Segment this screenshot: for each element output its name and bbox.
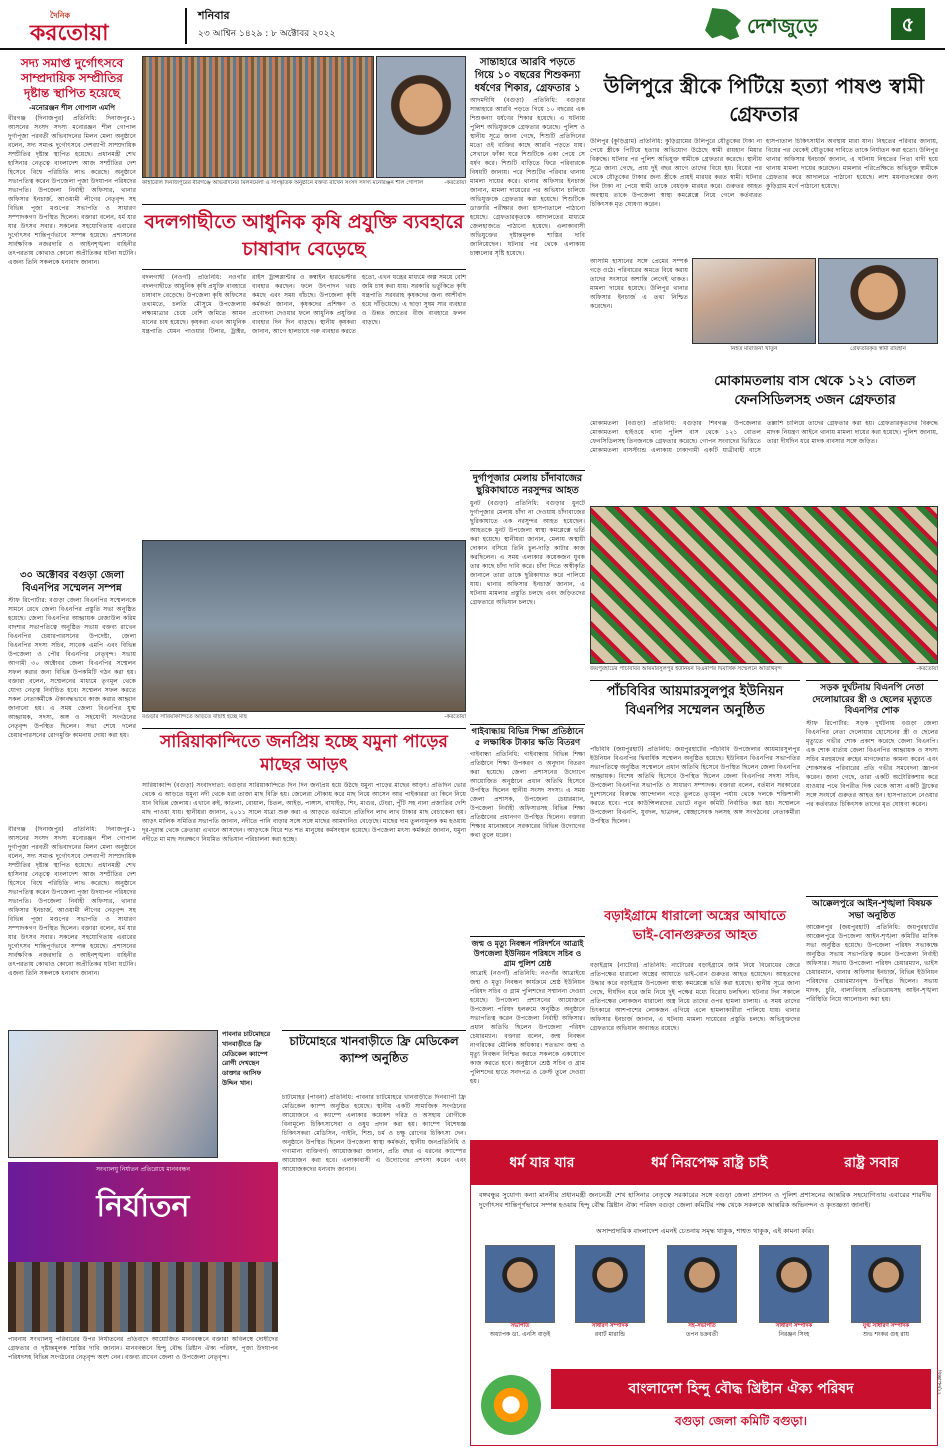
person-name: তপন চক্রবর্তী <box>686 1330 718 1338</box>
article-title[interactable]: পাঁচবিবির আয়মারসুলপুর ইউনিয়ন বিএনপির সম্মেলন অনুষ্ঠিত <box>606 684 784 718</box>
article-chandai[interactable] <box>470 470 585 720</box>
person-photo <box>485 1245 555 1323</box>
greeting-advertisement[interactable] <box>470 1140 938 1446</box>
person-card <box>485 1245 555 1338</box>
article-durga[interactable] <box>8 56 136 566</box>
crowd-photo <box>142 56 374 178</box>
photo-credit: -করতোয়া <box>444 180 466 186</box>
banner-subtitle: সংখ্যালঘু নির্যাতন প্রতিরোধে মানববন্ধন <box>95 1166 191 1173</box>
person-photo <box>667 1245 737 1323</box>
panchbibi-headline-box <box>590 680 800 742</box>
article-body: বীরগঞ্জ (দিনাজপুর) প্রতিনিধি: দিনাজপুর-১ আসনের সংসদ সদস্য মনোরঞ্জন শীল গোপাল দুর্গাপূজা পরবর্তী অভিবাদনের মিলন মেলা অনুষ্ঠানে বলেন, সদ্য সমাপ্ত দুর্গোৎসবে দেশব্যাপী সাম্প্রদায়িক সম্প্রীতির দৃষ্টান্ত স্থাপিত হয়েছে। প্রধানমন্ত্রী শেখ হাসিনার নেতৃত্বে বাংলাদেশ আজ সম্প্রীতির দেশ হিসেবে বিশ্বে পরিচিতি লাভ করেছে। অনুষ্ঠানে সভাপতিত্ব করেন উপজেলা পূজা উদযাপন পরিষদের সভাপতি। উপজেলা নির্বাহী অফিসার, থানার অফিসার ইনচার্জ, আওয়ামী লীগের নেতৃবৃন্দ সহ বিভিন্ন পূজা মণ্ডপের সভাপতি ও সাধারণ সম্পাদকগণ উপস্থিত ছিলেন। বক্তারা বলেন, ধর্ম যার যার উৎসব সবার। সকলের সহযোগিতায় এবারের দুর্গোৎসব শান্তিপূর্ণভাবে সম্পন্ন হয়েছে। প্রশাসনের সার্বক্ষণিক নজরদারি ও আইনশৃঙ্খলা বাহিনীর তৎপরতায় কোথাও কোনো অপ্রীতিকর ঘটনা ঘটেনি। এজন্য তিনি সকলকে ধন্যবাদ জানান। <box>8 115 136 266</box>
article-title[interactable]: বড়াইগ্রামে ধারালো অস্ত্রের আঘাতে ভাই-বোনগুরুতর আহত <box>604 909 786 943</box>
ad-tagline: অসাম্প্রদায়িক বাংলাদেশ এমনই চেতনায় সমৃদ্ধ থাকুক, শাশ্বত থাকুক, এই কামনা করি। <box>596 1227 814 1235</box>
article-byline: -মনোরঞ্জন শীল গোপাল এমপি <box>29 104 115 112</box>
org-name: বাংলাদেশ হিন্দু বৌদ্ধ খ্রিষ্টান ঐক্য পরিষদ <box>551 1369 931 1409</box>
article-body: স্টাফ রিপোর্টার: বগুড়া জেলা বিএনপির সম্মেলনকে সামনে রেখে জেলা বিএনপির প্রস্তুতি সভা অনুষ্ঠিত হয়েছে। জেলা বিএনপির আহ্বায়ক রেজাউল করিম বাদশার সভাপতিত্বে অনুষ্ঠিত সভায় বক্তব্য রাখেন বিএনপির চেয়ারপারসনের উপদেষ্টা, জেলা বিএনপির সদস্য সচিব, সাবেক এমপি এবং বিভিন্ন উপজেলা ও পৌর বিএনপির নেতৃবৃন্দ। সভায় আগামী ৩০ অক্টোবর জেলা বিএনপির সম্মেলন সফল করার জন্য বিভিন্ন উপকমিটি গঠন করা হয়। বক্তারা বলেন, সম্মেলনের মাধ্যমে তৃণমূল থেকে যোগ্য নেতৃত্ব নির্বাচিত হবে। সম্মেলন সফল করতে সকল নেতাকর্মীকে ঐক্যবদ্ধভাবে কাজ করার আহ্বান জানানো হয়। এ সময় জেলা বিএনপির যুগ্ম আহ্বায়ক, সদস্য, অঙ্গ ও সহযোগী সংগঠনের নেতৃবৃন্দ উপস্থিত ছিলেন। সভা শেষে দলের চেয়ারপারসনের রোগমুক্তি কামনায় দোয়া করা হয়। <box>8 597 136 739</box>
person-role: সভাপতি <box>510 1323 530 1329</box>
photo-caption: গ্রেফতারকৃত স্বামী রায়হান <box>850 346 906 352</box>
article-gaibandha[interactable] <box>470 724 585 934</box>
photo-caption: জয়পুরহাটের পাঁচবিবির আয়মারসুলপুর ইউনিয়ন বিএনপির দ্বিবার্ষিক সম্মেলনে অতিথিবৃন্দ -করতোয়া <box>590 666 938 672</box>
divider <box>185 8 187 44</box>
page-number: ৫ <box>891 8 925 40</box>
person-role: সাধারণ সম্পাদক <box>775 1323 813 1329</box>
article-bogra-bnp[interactable] <box>8 570 136 822</box>
article-birth-reg[interactable] <box>470 936 585 1136</box>
person-photo <box>759 1245 829 1323</box>
badalgachhi-body: বদলগাছী (নওগাঁ) প্রতিনিধি: নওগাঁর বদলগাছীতে আধুনিক কৃষি প্রযুক্তি ব্যবহারে চাষাবাদ বেড়েছে। উপজেলা কৃষি অফিসের তথ্যমতে, চলতি মৌসুমে উপজেলায় লক্ষ্যমাত্রার চেয়ে বেশি জমিতে আমন ধানের চাষ হয়েছে। কৃষকরা এখন আধুনিক যন্ত্রপাতি যেমন পাওয়ার টিলার, ট্রাক্টর, রাইস ট্রান্সপ্লান্টার ও কম্বাইন হারভেস্টার ব্যবহার করছেন। ফলে উৎপাদন খরচ কমছে এবং সময় বাঁচছে। উপজেলা কৃষি কর্মকর্তা জানান, কৃষকদের প্রশিক্ষণ ও প্রণোদনা দেওয়ার ফলে আধুনিক প্রযুক্তির ব্যবহার দিন দিন বাড়ছে। স্থানীয় কৃষকরা জানান, আগে হালচাষে গরু ব্যবহার করতে হতো, এখন যন্ত্রের মাধ্যমে অল্প সময়ে বেশি জমি চাষ করা যায়। সরকারি ভর্তুকিতে কৃষি যন্ত্রপাতি সরবরাহ কৃষকদের জন্য আশীর্বাদ হয়ে দাঁড়িয়েছে। এ ছাড়া সুষম সার ব্যবহার ও উন্নত জাতের বীজ ব্যবহারে ফলন বাড়ছে। <box>142 274 466 335</box>
article-title[interactable]: দুর্গাপূজার মেলায় চাঁদাবাজের ছুরিকাঘাতে নরসুন্দর আহত <box>470 470 585 498</box>
person-role: সহ-সভাপতি <box>688 1323 716 1329</box>
crowd-strip <box>8 1262 278 1332</box>
mokamtala-body: মোকামতলা (বগুড়া) প্রতিনিধি: বগুড়ার শিবগঞ্জ উপজেলার মোকামতলা হাইওয়ে থানা পুলিশ বাস থেকে ১২১ বোতল ফেনসিডিলসহ তিনজনকে গ্রেফতার করেছে। গোপন সংবাদের ভিত্তিতে মোকামতলা বাসস্ট্যান্ড এলাকায় ঢাকাগামী একটি যাত্রীবাহী বাসে তল্লাশি চালিয়ে তাদের গ্রেফতার করা হয়। গ্রেফতারকৃতদের বিরুদ্ধে মাদক নিয়ন্ত্রণ আইনে থানায় মামলা দায়ের করা হয়েছে। পুলিশ জানায়, তারা দীর্ঘদিন ধরে মাদক ব্যবসার সঙ্গে জড়িত। <box>590 420 938 454</box>
person-name: শুভ শংকর গুহ রায় <box>862 1330 910 1338</box>
date-label: ২৩ আশ্বিন ১৪২৯ : ৮ অক্টোবর ২০২২ <box>198 29 336 39</box>
article-title[interactable]: সান্তাহারে আরবি পড়তে গিয়ে ১০ বছরের শিশুকন্যা ধর্ষণের শিকার, গ্রেফতার ১ <box>474 57 581 94</box>
protest-banner-photo <box>8 1162 278 1332</box>
victim-photo <box>692 258 816 344</box>
day-label: শনিবার <box>198 9 230 22</box>
article-child[interactable] <box>470 56 585 466</box>
ad-slogan-bar <box>471 1141 937 1185</box>
person-name: অধ্যাপক ডা. এনসি বাড়ই <box>489 1330 551 1338</box>
flower-logo-icon <box>481 1375 541 1435</box>
article-title[interactable]: বদলগাছীতে আধুনিক কৃষি প্রযুক্তি ব্যবহারে চাষাবাদ বেড়েছে <box>144 211 464 260</box>
person-role: যুগ্ম সাধারণ সম্পাদক <box>862 1323 910 1329</box>
article-title[interactable]: ৩০ অক্টোবর বগুড়া জেলা বিএনপির সম্মেলন সম্পন্ন <box>20 570 124 594</box>
ulipur-body-bottom: আসামি হাসানের সঙ্গে প্রেমের সম্পর্ক গড়ে ওঠে। পরিবারের অমতে বিয়ে করায় তাদের সংসারে অশান্তি লেগেই থাকত। মামলা দায়ের হয়েছে। উলিপুর থানার অফিসার ইনচার্জ এ তথ্য নিশ্চিত করেছেন। <box>590 258 688 310</box>
article-body: ধুনট (বগুড়া) প্রতিনিধি: বগুড়ার ধুনটে দুর্গাপূজার মেলায় চাঁদা না দেওয়ায় চাঁদাবাজের ছুরিকাঘাতে এক নরসুন্দর আহত হয়েছেন। আহতকে ধুনট উপজেলা স্বাস্থ্য কমপ্লেক্সে ভর্তি করা হয়েছে। স্থানীয়রা জানান, মেলায় অস্থায়ী দোকান বসিয়ে তিনি চুল-দাড়ি কাটার কাজ করছিলেন। এ সময় এলাকার কয়েকজন যুবক তার কাছে চাঁদা দাবি করে। চাঁদা দিতে অস্বীকৃতি জানালে তারা তাকে ছুরিকাঘাত করে পালিয়ে যায়। থানার অফিসার ইনচার্জ জানান, এ ঘটনায় মামলার প্রস্তুতি চলছে এবং জড়িতদের গ্রেফতারে অভিযান চলছে। <box>470 499 585 606</box>
ad-slogan: রাষ্ট্র সবার <box>844 1154 899 1171</box>
article-title[interactable]: উলিপুরে স্ত্রীকে পিটিয়ে হত্যা পাষণ্ড স্বামী গ্রেফতার <box>603 74 925 126</box>
chatmohar-body: চাটমোহর (পাবনা) প্রতিনিধি: পাবনার চাটমোহরে খানবাড়ীতে দিনব্যাপী ফ্রি মেডিকেল ক্যাম্প অনুষ্ঠিত হয়েছে। স্থানীয় একটি সামাজিক সংগঠনের আয়োজনে এ ক্যাম্পে এলাকার কয়েকশ দরিদ্র ও অসহায় রোগীকে বিনামূল্যে চিকিৎসাসেবা ও ওষুধ প্রদান করা হয়। ক্যাম্পে বিশেষজ্ঞ চিকিৎসকরা মেডিসিন, গাইনি, শিশু, চর্ম ও চক্ষু রোগের চিকিৎসা দেন। অনুষ্ঠানে উপস্থিত ছিলেন উপজেলা স্বাস্থ্য কর্মকর্তা, স্থানীয় জনপ্রতিনিধি ও গণ্যমান্য ব্যক্তিবর্গ। আয়োজকরা জানান, প্রতি বছর এ ধরনের ক্যাম্পের আয়োজন করা হবে। এলাকাবাসী এ উদ্যোগের প্রশংসা করেন এবং আয়োজকদের ধন্যবাদ জানান। <box>282 1094 466 1173</box>
bangladesh-map-icon <box>705 8 741 40</box>
photo-credit: -করতোয়া <box>916 666 938 672</box>
ad-code: বিজ্ঞাপন/২২ <box>936 1370 942 1396</box>
medical-camp-photo <box>8 1030 218 1158</box>
person-card <box>759 1245 829 1338</box>
mokamtala-headline-box <box>692 372 938 416</box>
banner-title: নির্যাতন <box>96 1188 190 1224</box>
baraigram-body: বড়াইগ্রাম (নাটোর) প্রতিনিধি: নাটোরের বড়াইগ্রামে জমি নিয়ে বিরোধের জেরে প্রতিপক্ষের ধারালো অস্ত্রের আঘাতে ভাই-বোন গুরুতর আহত হয়েছেন। আহতদের উদ্ধার করে বড়াইগ্রাম উপজেলা স্বাস্থ্য কমপ্লেক্সে ভর্তি করা হয়েছে। স্থানীয় সূত্রে জানা গেছে, দীর্ঘদিন ধরে জমি নিয়ে দুই পক্ষের মধ্যে বিরোধ চলছিল। ঘটনার দিন সকালে প্রতিপক্ষের লোকজন ধারালো অস্ত্র নিয়ে তাদের ওপর হামলা চালায়। এ সময় তাদের চিৎকারে আশপাশের লোকজন এগিয়ে এলে হামলাকারীরা পালিয়ে যায়। থানার অফিসার ইনচার্জ জানান, এ ঘটনায় মামলা দায়েরের প্রস্তুতি চলছে। অভিযুক্তদের গ্রেফতারে অভিযান অব্যাহত রয়েছে। <box>590 962 800 1032</box>
person-card <box>575 1245 645 1338</box>
article-title[interactable]: মোকামতলায় বাস থেকে ১২১ বোতল ফেনসিডিলসহ ৩জন গ্রেফতার <box>714 373 916 408</box>
person-card <box>851 1245 921 1338</box>
photo-credit: -করতোয়া <box>444 714 466 720</box>
article-title[interactable]: আক্কেলপুরে আইন-শৃঙ্খলা বিষয়ক সভা অনুষ্ঠিত <box>806 896 938 922</box>
person-photo <box>575 1245 645 1323</box>
person-name: নিরঞ্জন সিংহ <box>778 1330 810 1338</box>
article-body: আদমদীঘি (বগুড়া) প্রতিনিধি: বগুড়ার সান্তাহারে আরবি পড়তে গিয়ে ১০ বছরের এক শিশুকন্যা ধর্ষণের শিকার হয়েছে। এ ঘটনায় পুলিশ অভিযুক্তকে গ্রেফতার করেছে। পুলিশ ও স্থানীয় সূত্রে জানা গেছে, শিশুটি প্রতিদিনের মতো ওই ব্যক্তির কাছে আরবি পড়তে যায়। সেখানে ফাঁকা ঘরে শিশুটিকে একা পেয়ে সে ধর্ষণ করে। শিশুটি বাড়িতে ফিরে পরিবারকে বিষয়টি জানায়। পরে শিশুটির পরিবার থানায় মামলা দায়ের করে। থানার অফিসার ইনচার্জ জানান, মামলা দায়েরের পর অভিযান চালিয়ে অভিযুক্তকে গ্রেফতার করা হয়েছে। শিশুটিকে ডাক্তারি পরীক্ষার জন্য হাসপাতালে পাঠানো হয়েছে। গ্রেফতারকৃতকে আদালতের মাধ্যমে জেলহাজতে পাঠানো হয়েছে। এলাকাবাসী অভিযুক্তের দৃষ্টান্তমূলক শাস্তির দাবি জানিয়েছেন। ঘটনার পর থেকে এলাকায় চাঞ্চল্যের সৃষ্টি হয়েছে। <box>470 97 585 257</box>
article-body: গাইবান্ধা প্রতিনিধি: গাইবান্ধায় বিভিন্ন শিক্ষা প্রতিষ্ঠানে শিক্ষা উপকরণ ও অনুদান বিতরণ করা হয়েছে। জেলা প্রশাসনের উদ্যোগে আয়োজিত অনুষ্ঠানে প্রধান অতিথি হিসেবে উপস্থিত ছিলেন স্থানীয় সংসদ সদস্য। এ সময় জেলা প্রশাসক, উপজেলা চেয়ারম্যান, উপজেলা নির্বাহী অফিসারসহ বিভিন্ন শিক্ষা প্রতিষ্ঠানের প্রধানগণ উপস্থিত ছিলেন। বক্তারা শিক্ষার মানোন্নয়নে সরকারের বিভিন্ন উদ্যোগের কথা তুলে ধরেন। <box>470 751 585 839</box>
ulipur-headline-box <box>590 72 938 134</box>
speaker-photo <box>376 56 466 178</box>
protest-caption: পাবনায় সংখ্যালঘু পরিবারের উপর নির্যাতনের প্রতিবাদে আয়োজিত মানববন্ধনে বক্তারা অবিলম্বে দোষীদের গ্রেফতার ও দৃষ্টান্তমূলক শাস্তির দাবি জানান। মানববন্ধনে হিন্দু বৌদ্ধ খ্রিষ্টান ঐক্য পরিষদ, পূজা উদযাপন পরিষদসহ বিভিন্ন সংগঠনের নেতৃবৃন্দ অংশ নেন। বক্তব্য রাখেন জেলা ও উপজেলা নেতৃবৃন্দ। <box>8 1336 278 1361</box>
article-title[interactable]: জন্ম ও মৃত্যু নিবন্ধন পরিদর্শনে আত্রাই উপজেলা ইউনিয়ন পরিষদে সচিব ও গ্রাম পুলিশ শ্রেষ্ঠ <box>470 936 585 968</box>
ad-slogan: ধর্ম নিরপেক্ষ রাষ্ট্র চাই <box>651 1154 768 1171</box>
sariakandi-headline-box <box>142 728 466 780</box>
ulipur-body-right: হাসপাতাল চিকিৎসাধীন অবস্থায় মারা যান। নিহতের পরিবার জানায়, বিয়ের পর থেকেই যৌতুকের দাবিতে তাকে নির্যাতন করা হতো। উলিপুর থানার অফিসার ইনচার্জ জানান, এ ঘটনায় নিহতের পিতা বাদী হয়ে থানায় মামলা দায়ের করেছেন। মামলার পরিপ্রেক্ষিতে অভিযুক্ত স্বামীকে গ্রেফতার করে আদালতে পাঠানো হয়েছে। লাশ ময়নাতদন্তের জন্য কুড়িগ্রাম মর্গে পাঠানো হয়েছে। <box>766 138 938 190</box>
logo-small: দৈনিক <box>50 11 71 20</box>
baraigram-headline-box <box>590 908 800 960</box>
masthead <box>0 0 945 50</box>
article-body: আক্কেলপুর (জয়পুরহাট) প্রতিনিধি: জয়পুরহাটের আক্কেলপুরে উপজেলা আইন-শৃঙ্খলা কমিটির মাসিক সভা অনুষ্ঠিত হয়েছে। উপজেলা পরিষদ সভাকক্ষে অনুষ্ঠিত সভায় সভাপতিত্ব করেন উপজেলা নির্বাহী অফিসার। সভায় উপজেলা পরিষদ চেয়ারম্যান, ভাইস চেয়ারম্যান, থানার অফিসার ইনচার্জ, বিভিন্ন ইউনিয়ন পরিষদের চেয়ারম্যানবৃন্দ উপস্থিত ছিলেন। সভায় মাদক, চুরি, বাল্যবিবাহ প্রতিরোধসহ আইন-শৃঙ্খলা পরিস্থিতি নিয়ে আলোচনা করা হয়। <box>806 924 938 1004</box>
fish-market-photo <box>142 540 466 712</box>
person-photo <box>851 1245 921 1323</box>
badalgachhi-headline-box <box>142 204 466 270</box>
ad-slogan: ধর্ম যার যার <box>509 1154 575 1171</box>
photo-caption: কাহারোল দিনাজপুরের বীরগঞ্জে অভিবাদনের মিলনমেলা ও সাংস্কৃতিক অনুষ্ঠানে বক্তব্য রাখেন সংসদ সদস্য মনোরঞ্জন শীল গোপাল -করতোয়া <box>142 180 466 186</box>
chatmohar-headline-box <box>282 1030 466 1092</box>
person-role: সাধারণ সম্পাদক <box>591 1323 629 1329</box>
accused-photo <box>818 258 938 344</box>
sariakandi-body: সারিয়াকান্দি (বগুড়া) সংবাদদাতা: বগুড়ার সারিয়াকান্দিতে দিন দিন জনপ্রিয় হয়ে উঠছে যমুনা পাড়ের মাছের আড়ৎ। প্রতিদিন ভোর থেকে এ আড়তে যমুনা নদী থেকে ধরা তাজা মাছ বিক্রি হয়। জেলেরা নৌকায় করে মাছ নিয়ে আসেন আর পাইকাররা তা কিনে নিয়ে যান বিভিন্ন জেলায়। এখানে রুই, কাতলা, বোয়াল, চিতল, আইড়, পাঙ্গাস, বাঘাইড়, শিং, মাগুর, টেংরা, পুঁটি সহ নানা প্রজাতির দেশি মাছ পাওয়া যায়। স্থানীয়রা জানান, ২০১১ সালে যাত্রা শুরু করা এ আড়তে বর্তমানে প্রতিদিন লাখ লাখ টাকার মাছ বেচাকেনা হয়। আড়ৎ মালিক সমিতির সভাপতি জানান, নদীতে পানি বাড়ার সঙ্গে সঙ্গে মাছের আমদানিও বেড়েছে। মাছের দাম তুলনামূলক কম হওয়ায় দূর-দূরান্ত থেকে ক্রেতারা এখানে আসছেন। আড়ৎকে ঘিরে শত শত মানুষের কর্মসংস্থান হয়েছে। উপজেলা মৎস্য কর্মকর্তা জানান, যমুনা নদীতে মা মাছ সংরক্ষণে নিয়মিত অভিযান পরিচালনা করা হচ্ছে। <box>142 782 466 843</box>
photo-caption: পাবনার চাটমোহরে খানবাড়ীতে ফ্রি মেডিকেল ক্যাম্পে রোগী দেখছেন ডাক্তার আসিফ উদ্দিন খান। <box>222 1030 271 1087</box>
org-sub: বগুড়া জেলা কমিটি বগুড়া। <box>674 1414 808 1428</box>
section-title: দেশজুড়ে <box>747 14 818 38</box>
newspaper-logo[interactable]: করতোয়া <box>30 20 109 46</box>
article-body: আত্রাই (নওগাঁ) প্রতিনিধি: নওগাঁর আত্রাইয়ে জন্ম ও মৃত্যু নিবন্ধন কার্যক্রমে শ্রেষ্ঠ ইউনিয়ন পরিষদ সচিব ও গ্রাম পুলিশদের সম্মাননা দেওয়া হয়েছে। উপজেলা প্রশাসনের আয়োজনে উপজেলা পরিষদ হলরুমে অনুষ্ঠিত অনুষ্ঠানে সভাপতিত্ব করেন উপজেলা নির্বাহী অফিসার। প্রধান অতিথি ছিলেন উপজেলা পরিষদ চেয়ারম্যান। বক্তারা বলেন, জন্ম নিবন্ধন নাগরিকের মৌলিক অধিকার। শতভাগ জন্ম ও মৃত্যু নিবন্ধন নিশ্চিত করতে সকলকে একযোগে কাজ করতে হবে। অনুষ্ঠানে শ্রেষ্ঠ সচিব ও গ্রাম পুলিশদের হাতে সনদপত্র ও ক্রেস্ট তুলে দেওয়া হয়। <box>470 970 585 1086</box>
photo-caption: নিহত মারজিনা খাতুন <box>730 346 778 352</box>
article-road-accident[interactable] <box>806 680 938 892</box>
ulipur-body-left: উলিপুর (কুড়িগ্রাম) প্রতিনিধি: কুড়িগ্রামের উলিপুরে যৌতুকের টাকা না পেয়ে স্ত্রীকে পিটিয়ে হত্যার অভিযোগ উঠেছে স্বামী রায়হান মিয়ার বিরুদ্ধে। ঘটনার পর পুলিশ অভিযুক্ত স্বামীকে গ্রেফতার করেছে। স্থানীয় সূত্রে জানা গেছে, প্রায় দুই বছর আগে তাদের বিয়ে হয়। বিয়ের পর থেকে যৌতুকের টাকার জন্য স্ত্রীকে প্রায়ই মারধর করত স্বামী। ঘটনার দিন টাকা না পেয়ে স্বামী তাকে বেধড়ক মারধর করে। গুরুতর আহত অবস্থায় তাকে উপজেলা স্বাস্থ্য কমপ্লেক্সে নিয়ে গেলে কর্তব্যরত চিকিৎসক মৃত ঘোষণা করেন। <box>590 138 762 208</box>
article-title[interactable]: সদ্য সমাপ্ত দুর্গোৎসবে সাম্প্রদায়িক সম্প্রীতির দৃষ্টান্ত স্থাপিত হয়েছে <box>20 56 124 100</box>
article-title[interactable]: সারিয়াকান্দিতে জনপ্রিয় হচ্ছে যমুনা পাড়ের মাছের আড়ৎ <box>160 732 448 775</box>
article-title[interactable]: গাইবান্ধায় বিভিন্ন শিক্ষা প্রতিষ্ঠানে ৫ লক্ষাধিক টাকার ক্ষতি বিতরণ <box>470 724 585 749</box>
article-body: স্টাফ রিপোর্টার: সড়ক দুর্ঘটনায় বগুড়া জেলা বিএনপির নেতা দেলোয়ার হোসেনের স্ত্রী ও ছেলের মৃত্যুতে গভীর শোক প্রকাশ করেছে জেলা বিএনপি। এক শোক বার্তায় জেলা বিএনপির আহ্বায়ক ও সদস্য সচিব মরহুমদের রুহের মাগফেরাত কামনা করেন এবং শোকসন্তপ্ত পরিবারের প্রতি গভীর সমবেদনা জ্ঞাপন করেন। জানা গেছে, তারা একটি অটোরিকশায় করে যাওয়ার পথে বিপরীত দিক থেকে আসা একটি ট্রাকের সঙ্গে সংঘর্ষে গুরুতর আহত হন। হাসপাতালে নেওয়ার পর কর্তব্যরত চিকিৎসক তাদের মৃত ঘোষণা করেন। <box>806 720 938 808</box>
article-title[interactable]: সড়ক দুর্ঘটনায় বিএনপি নেতা দেলোয়ারের স্ত্রী ও ছেলের মৃত্যুতে বিএনপির শোক <box>806 680 938 718</box>
article-akkelpur[interactable] <box>806 896 938 1056</box>
section-header <box>705 8 925 40</box>
panchbibi-body: পাঁচবিবি (জয়পুরহাট) প্রতিনিধি: জয়পুরহাটের পাঁচবিবি উপজেলার আয়মারসুলপুর ইউনিয়ন বিএনপির দ্বিবার্ষিক সম্মেলন অনুষ্ঠিত হয়েছে। ইউনিয়ন বিএনপির সভাপতির সভাপতিত্বে অনুষ্ঠিত সম্মেলনে প্রধান অতিথি হিসেবে উপস্থিত ছিলেন জেলা বিএনপির আহ্বায়ক। বিশেষ অতিথি হিসেবে উপস্থিত ছিলেন জেলা বিএনপির সদস্য সচিব, উপজেলা বিএনপির সভাপতি ও সাধারণ সম্পাদক। বক্তারা বলেন, বর্তমান সরকারের দুঃশাসনের বিরুদ্ধে আন্দোলন গড়ে তুলতে তৃণমূল পর্যায় থেকে দলকে শক্তিশালী করতে হবে। পরে কাউন্সিলরদের ভোটে নতুন কমিটি নির্বাচিত করা হয়। সম্মেলনে উপজেলা বিএনপি, যুবদল, ছাত্রদল, স্বেচ্ছাসেবক দলসহ অঙ্গ সংগঠনের নেতাকর্মীরা উপস্থিত ছিলেন। <box>590 746 800 825</box>
bnp-conference-photo <box>590 506 938 664</box>
person-name: রবার্ট মারান্ডি <box>594 1330 626 1338</box>
person-card <box>667 1245 737 1338</box>
ad-body: বঙ্গবন্ধুর সুযোগ্য কন্যা মাননীয় প্রধানমন্ত্রী জননেত্রী শেখ হাসিনার নেতৃত্বে সরকারের সঙ্গে বগুড়া জেলা প্রশাসন ও পুলিশ প্রশাসনের আন্তরিক সহযোগিতায় এবারের শারদীয় দুর্গোৎসব শান্তিপূর্ণভাবে সম্পন্ন হওয়ায় হিন্দু বৌদ্ধ খ্রিষ্টান ঐক্য পরিষদ বগুড়া জেলা কমিটির পক্ষ থেকে সকলকে আন্তরিক অভিনন্দন ও কৃতজ্ঞতা জানাই। <box>479 1191 931 1209</box>
photo-caption: বগুড়ার সারিয়াকান্দিতে আড়তে বাছাই হচ্ছে মাছ -করতোয়া <box>142 714 466 720</box>
article-continuation: বীরগঞ্জ (দিনাজপুর) প্রতিনিধি: দিনাজপুর-১ আসনের সংসদ সদস্য মনোরঞ্জন শীল গোপাল দুর্গাপূজা পরবর্তী অভিবাদনের মিলন মেলা অনুষ্ঠানে বলেন, সদ্য সমাপ্ত দুর্গোৎসবে দেশব্যাপী সাম্প্রদায়িক সম্প্রীতির দৃষ্টান্ত স্থাপিত হয়েছে। প্রধানমন্ত্রী শেখ হাসিনার নেতৃত্বে বাংলাদেশ আজ সম্প্রীতির দেশ হিসেবে বিশ্বে পরিচিতি লাভ করেছে। অনুষ্ঠানে সভাপতিত্ব করেন উপজেলা পূজা উদযাপন পরিষদের সভাপতি। উপজেলা নির্বাহী অফিসার, থানার অফিসার ইনচার্জ, আওয়ামী লীগের নেতৃবৃন্দ সহ বিভিন্ন পূজা মণ্ডপের সভাপতি ও সাধারণ সম্পাদকগণ উপস্থিত ছিলেন। বক্তারা বলেন, ধর্ম যার যার উৎসব সবার। সকলের সহযোগিতায় এবারের দুর্গোৎসব শান্তিপূর্ণভাবে সম্পন্ন হয়েছে। প্রশাসনের সার্বক্ষণিক নজরদারি ও আইনশৃঙ্খলা বাহিনীর তৎপরতায় কোথাও কোনো অপ্রীতিকর ঘটনা ঘটেনি। এজন্য তিনি সকলকে ধন্যবাদ জানান। <box>8 826 136 977</box>
article-title[interactable]: চাটমোহরে খানবাড়ীতে ফ্রি মেডিকেল ক্যাম্প অনুষ্ঠিত <box>289 1034 459 1066</box>
